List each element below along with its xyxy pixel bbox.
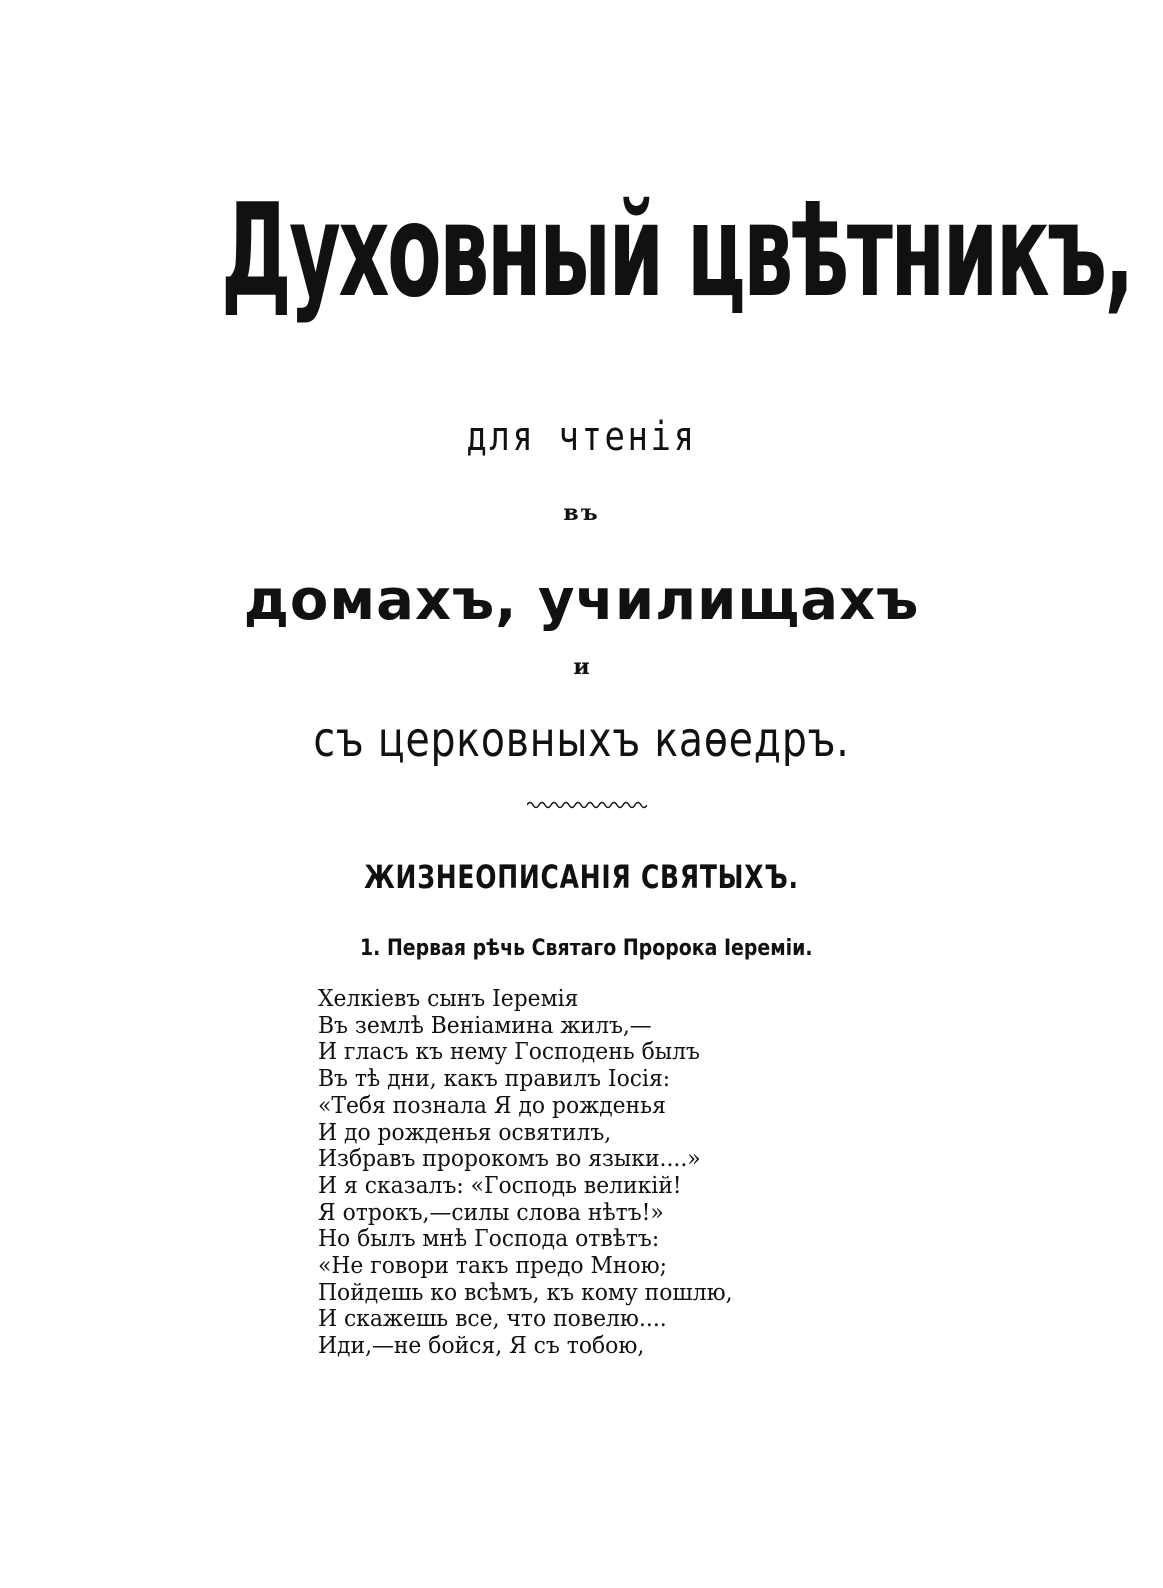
subtitle-places: домахъ, училищахъ xyxy=(243,568,920,633)
poem-line: Я отрокъ,—силы слова нѣтъ!» xyxy=(318,1199,664,1226)
subtitle-in: въ xyxy=(563,500,600,526)
poem-line: Въ тѣ дни, какъ правилъ Іосія: xyxy=(318,1066,671,1093)
poem-line: Иди,—не бойся, Я съ тобою, xyxy=(318,1333,645,1360)
poem-line: Хелкіевъ сынъ Іеремія xyxy=(318,986,579,1012)
wavy-divider xyxy=(527,798,647,812)
poem-line: И до рожденья освятилъ, xyxy=(318,1119,612,1146)
poem xyxy=(318,986,754,1360)
poem-line: Пойдешь ко всѣмъ, къ кому пошлю, xyxy=(318,1279,733,1306)
poem-line: «Не говори такъ предо Мною; xyxy=(318,1253,667,1280)
subtitle-pulpits: съ церковныхъ каѳедръ. xyxy=(313,712,850,768)
poem-line: «Тебя познала Я до рожденья xyxy=(318,1092,666,1119)
section-subheading: 1. Первая рѣчь Святаго Пророка Іереміи. xyxy=(360,936,813,961)
section-heading: ЖИЗНЕОПИСАНІЯ СВЯТЫХЪ. xyxy=(364,858,799,896)
subtitle-and: и xyxy=(573,654,590,680)
poem-line: И я сказалъ: «Господь великій! xyxy=(318,1172,682,1199)
poem-line: И гласъ къ нему Господень былъ xyxy=(318,1039,700,1066)
poem-line: Избравъ пророкомъ во языки....» xyxy=(318,1146,701,1173)
subtitle-for-reading: для чтенія xyxy=(466,414,697,460)
poem-line: И скажешь все, что повелю.... xyxy=(318,1306,667,1333)
book-title: Духовный цвѣтникъ, xyxy=(220,177,1133,326)
poem-line: Въ землѣ Веніамина жилъ,— xyxy=(318,1012,652,1039)
poem-line: Но былъ мнѣ Господа отвѣтъ: xyxy=(318,1226,660,1253)
